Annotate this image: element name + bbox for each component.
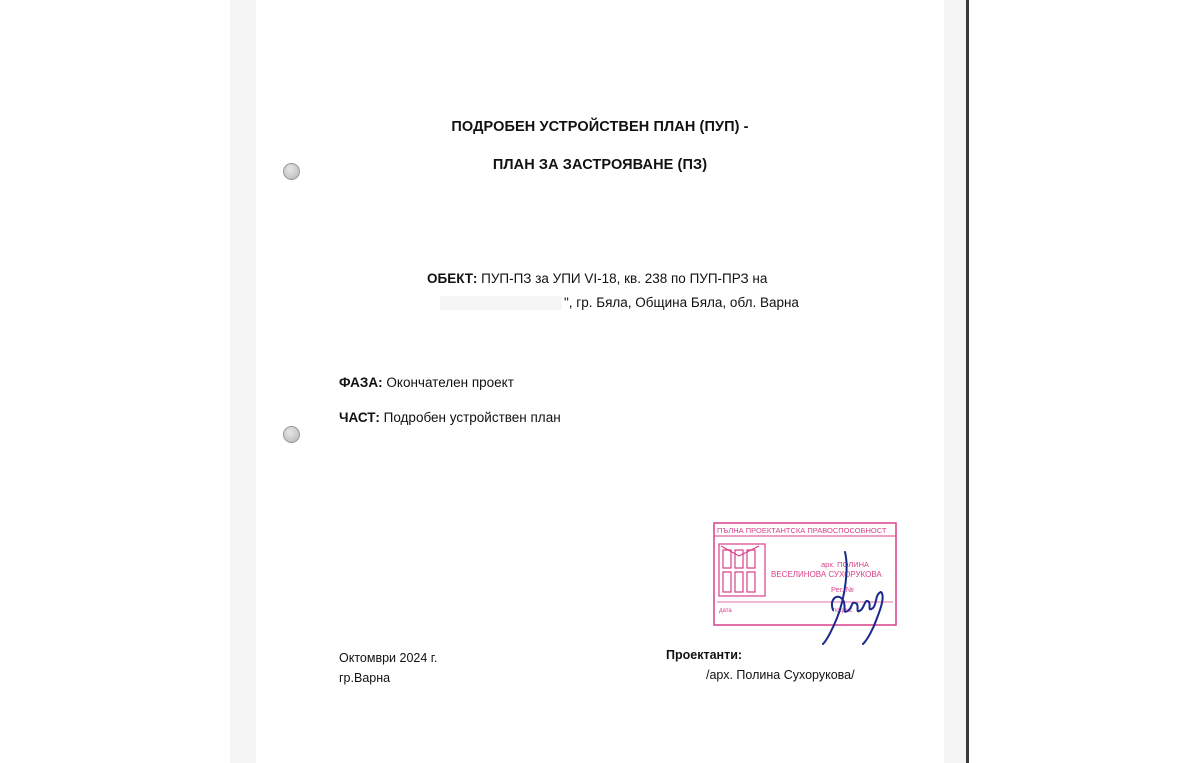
stamp-reg: Рег. № xyxy=(831,585,854,594)
stamp-sign-label: подпис xyxy=(833,608,853,614)
phase-label: ФАЗА: xyxy=(339,375,383,390)
part-label: ЧАСТ: xyxy=(339,410,380,425)
phase-field xyxy=(339,375,514,390)
signature-icon xyxy=(815,548,895,646)
stamp-name: ВЕСЕЛИНОВА СУХОРУКОВА xyxy=(771,570,882,579)
part-value: Подробен устройствен план xyxy=(379,410,561,425)
stamp-date-label: дата xyxy=(719,608,732,614)
redacted-area xyxy=(440,296,562,310)
stamp-logo-icon xyxy=(719,544,765,596)
page-edge-divider xyxy=(966,0,969,763)
object-value-line-2: ", гр. Бяла, Община Бяла, обл. Варна xyxy=(564,295,799,310)
object-line-1 xyxy=(427,267,767,291)
document-date: Октомври 2024 г. xyxy=(339,651,438,665)
object-line-2 xyxy=(440,291,799,315)
object-label: ОБЕКТ: xyxy=(427,271,478,286)
punch-hole-icon xyxy=(283,426,300,443)
punch-hole-icon xyxy=(283,163,300,180)
document-title-line-1: ПОДРОБЕН УСТРОЙСТВЕН ПЛАН (ПУП) - xyxy=(451,119,749,135)
phase-value: Окончателен проект xyxy=(382,375,514,390)
designer-name: /арх. Полина Сухорукова/ xyxy=(706,668,855,682)
footer-date-city xyxy=(339,648,437,688)
stamp-title: арх. ПОЛИНА xyxy=(821,560,870,569)
stamp-header: ПЪЛНА ПРОЕКТАНТСКА ПРАВОСПОСОБНОСТ xyxy=(717,526,887,535)
designers-label: Проектанти: xyxy=(666,648,743,662)
object-value-line-1: ПУП-ПЗ за УПИ VI-18, кв. 238 по ПУП-ПРЗ на xyxy=(477,271,768,286)
document-city: гр.Варна xyxy=(339,671,391,685)
document-title-line-2: ПЛАН ЗА ЗАСТРОЯВАНЕ (ПЗ) xyxy=(492,157,708,173)
part-field xyxy=(339,410,561,425)
